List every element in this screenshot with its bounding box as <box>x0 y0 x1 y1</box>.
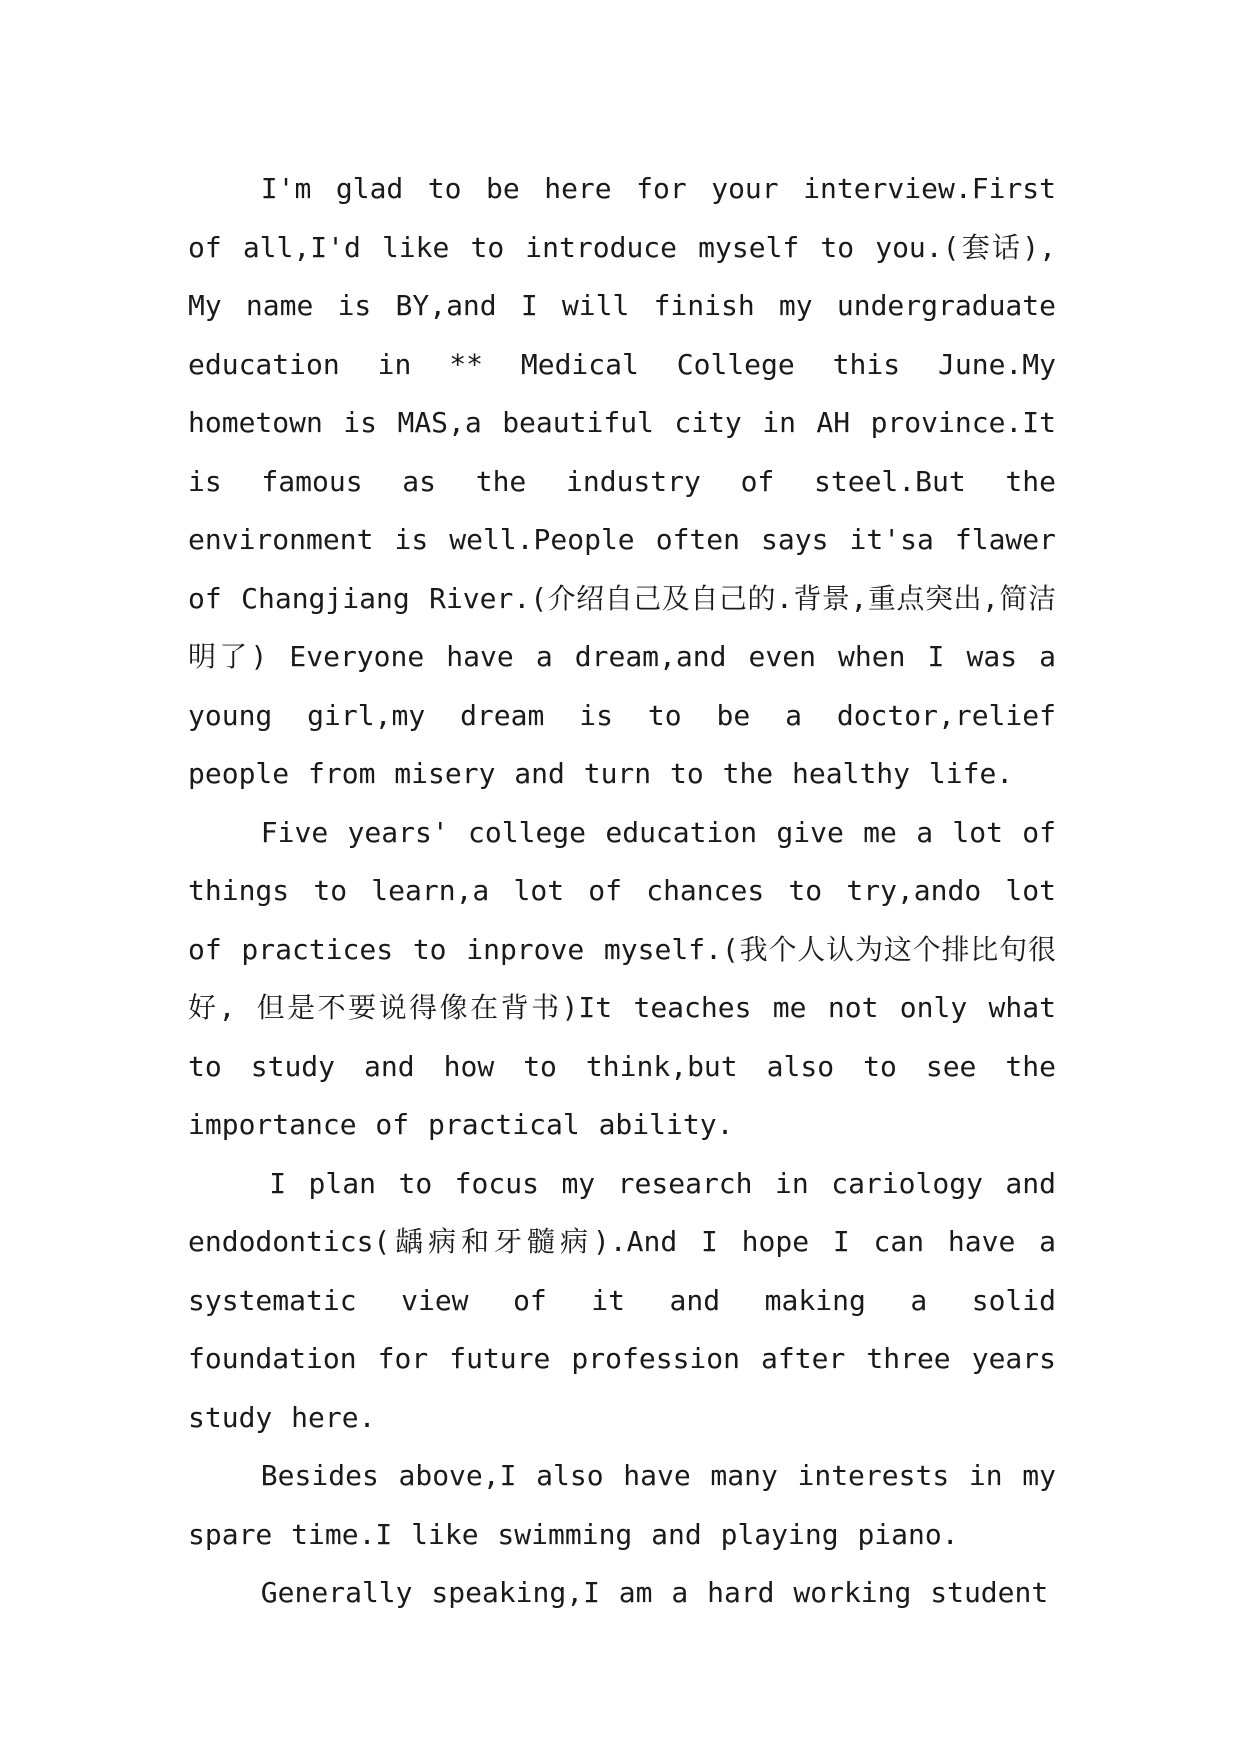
paragraph-education: Five years' college education give me a lot of things to learn,a lot of chances to try,ando lot of practices to inprove myself.(我个人认为这个排比句很好, 但是不要说得像在背书)It teaches me not only what to study and how to think,but also to see the importance of practical ability. <box>188 815 1056 1141</box>
paragraph-summary: Generally speaking,I am a hard working student <box>260 1576 1049 1609</box>
paragraph-introduction: I'm glad to be here for your interview.First of all,I'd like to introduce myself to you.(套话), My name is BY,and I will finish my undergraduate education in ** Medical College this June.My hometown is MAS,a beautiful city in AH province.It is famous as the industry of steel.But the environment is well.People often says it'sa flawer of Changjiang River.(介绍自己及自己的.背景,重点突出,简洁明了) Everyone have a dream,and even when I was a young girl,my dream is to be a doctor,relief people from misery and turn to the healthy life. <box>188 172 1056 790</box>
paragraph-research-plan: I plan to focus my research in cariology and endodontics(龋病和牙髓病).And I hope I can have a systematic view of it and making a solid foundation for future profession after three years study here. <box>188 1166 1056 1434</box>
paragraph-interests: Besides above,I also have many interests in my spare time.I like swimming and playing piano. <box>188 1459 1056 1551</box>
document-body <box>188 160 1056 1623</box>
